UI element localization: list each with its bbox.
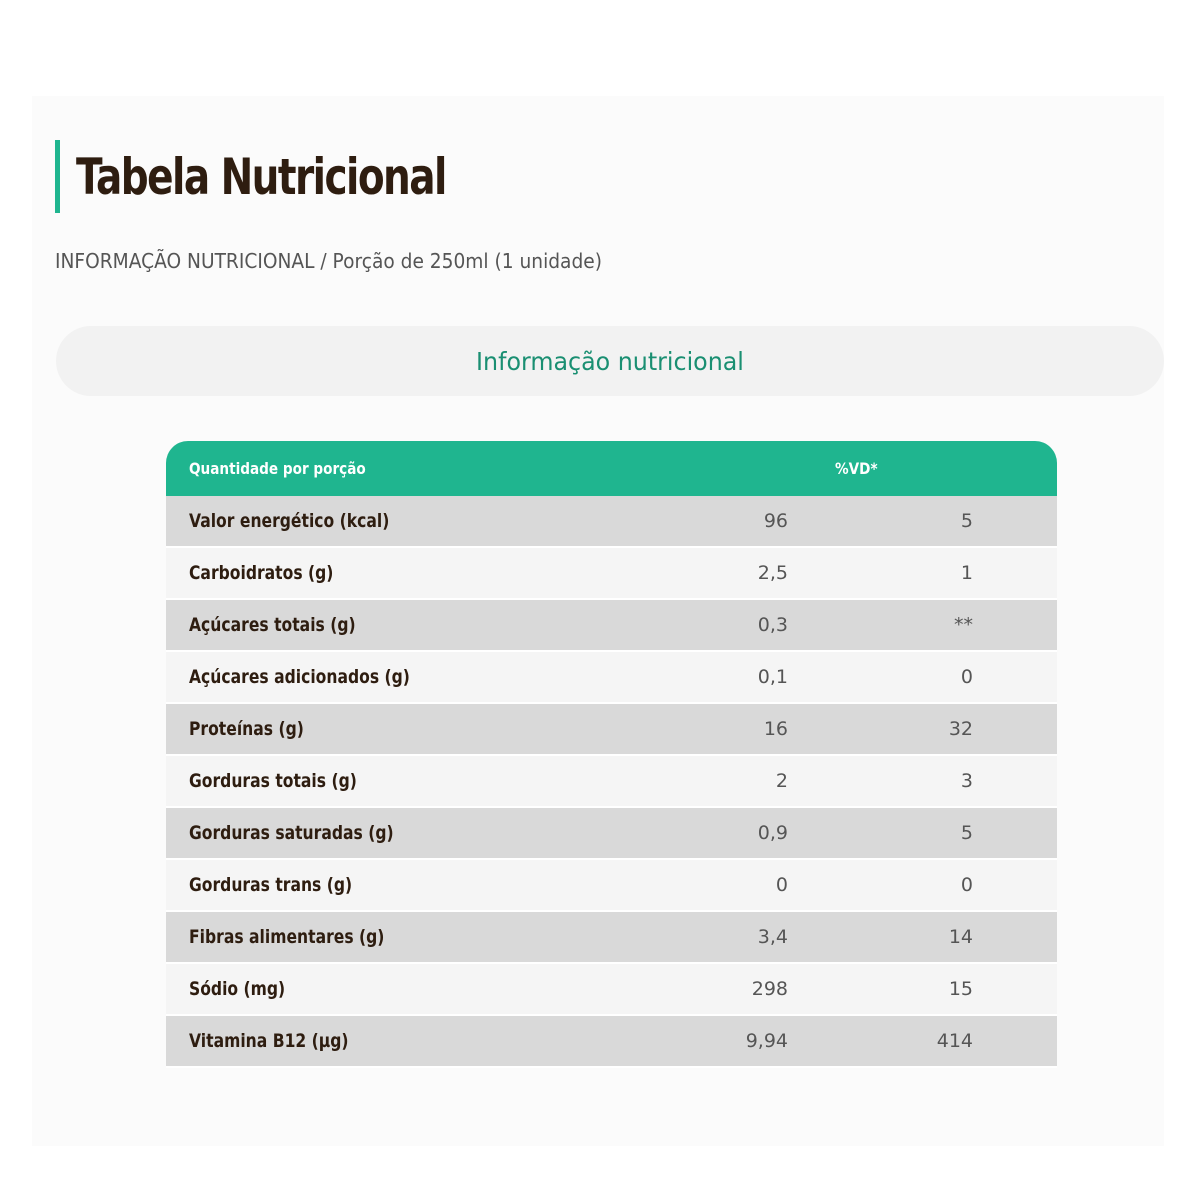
table-row (166, 807, 1057, 859)
nutrient-vd: 15 (948, 978, 973, 1000)
table-body (166, 496, 1057, 1067)
nutrient-vd: 5 (960, 510, 973, 532)
page-title: Tabela Nutricional (76, 147, 446, 206)
nutrient-name: Gorduras totais (g) (189, 770, 357, 792)
nutrient-quantity: 298 (751, 978, 788, 1000)
nutrition-info-accordion[interactable] (56, 326, 1164, 396)
title-accent-bar (55, 140, 60, 213)
table-row (166, 651, 1057, 703)
table-row (166, 859, 1057, 911)
nutrient-vd: 0 (960, 666, 973, 688)
table-row (166, 703, 1057, 755)
table-header-row (166, 441, 1057, 496)
table-row (166, 496, 1057, 547)
nutrient-vd: 1 (960, 562, 973, 584)
nutrient-name: Açúcares totais (g) (189, 614, 356, 636)
table-row (166, 755, 1057, 807)
nutrient-quantity: 0 (775, 874, 788, 896)
nutrient-vd: 14 (948, 926, 973, 948)
nutrient-vd: ** (954, 614, 973, 636)
nutrient-name: Vitamina B12 (µg) (189, 1030, 349, 1052)
title-block (55, 140, 550, 213)
nutrient-name: Carboidratos (g) (189, 562, 334, 584)
nutrient-vd: 5 (960, 822, 973, 844)
nutrient-name: Sódio (mg) (189, 978, 286, 1000)
nutrient-name: Proteínas (g) (189, 718, 304, 740)
nutrient-vd: 414 (936, 1030, 973, 1052)
nutrient-name: Valor energético (kcal) (189, 510, 390, 532)
nutrient-name: Açúcares adicionados (g) (189, 666, 410, 688)
column-header-quantity (726, 441, 788, 496)
nutrient-quantity: 16 (763, 718, 788, 740)
nutrient-quantity: 3,4 (757, 926, 788, 948)
nutrient-quantity: 0,1 (757, 666, 788, 688)
nutrient-name: Gorduras trans (g) (189, 874, 353, 896)
nutrient-vd: 0 (960, 874, 973, 896)
column-header-vd: %VD* (835, 459, 878, 478)
nutrient-quantity: 2 (775, 770, 788, 792)
table-row (166, 911, 1057, 963)
table-row (166, 963, 1057, 1015)
nutrient-name: Fibras alimentares (g) (189, 926, 385, 948)
nutrition-table (166, 441, 1057, 1068)
table-row (166, 599, 1057, 651)
table-row (166, 547, 1057, 599)
nutrient-quantity: 96 (763, 510, 788, 532)
nutrient-quantity: 9,94 (745, 1030, 788, 1052)
accordion-label: Informação nutricional (476, 346, 744, 376)
serving-subtitle: INFORMAÇÃO NUTRICIONAL / Porção de 250ml (1 unidade) (55, 249, 602, 273)
nutrient-vd: 3 (960, 770, 973, 792)
nutrient-quantity: 0,9 (757, 822, 788, 844)
nutrient-vd: 32 (948, 718, 973, 740)
nutrient-quantity: 0,3 (757, 614, 788, 636)
column-header-quantity-per-serving: Quantidade por porção (189, 459, 366, 478)
nutrient-quantity: 2,5 (757, 562, 788, 584)
table-row (166, 1015, 1057, 1067)
nutrient-name: Gorduras saturadas (g) (189, 822, 394, 844)
